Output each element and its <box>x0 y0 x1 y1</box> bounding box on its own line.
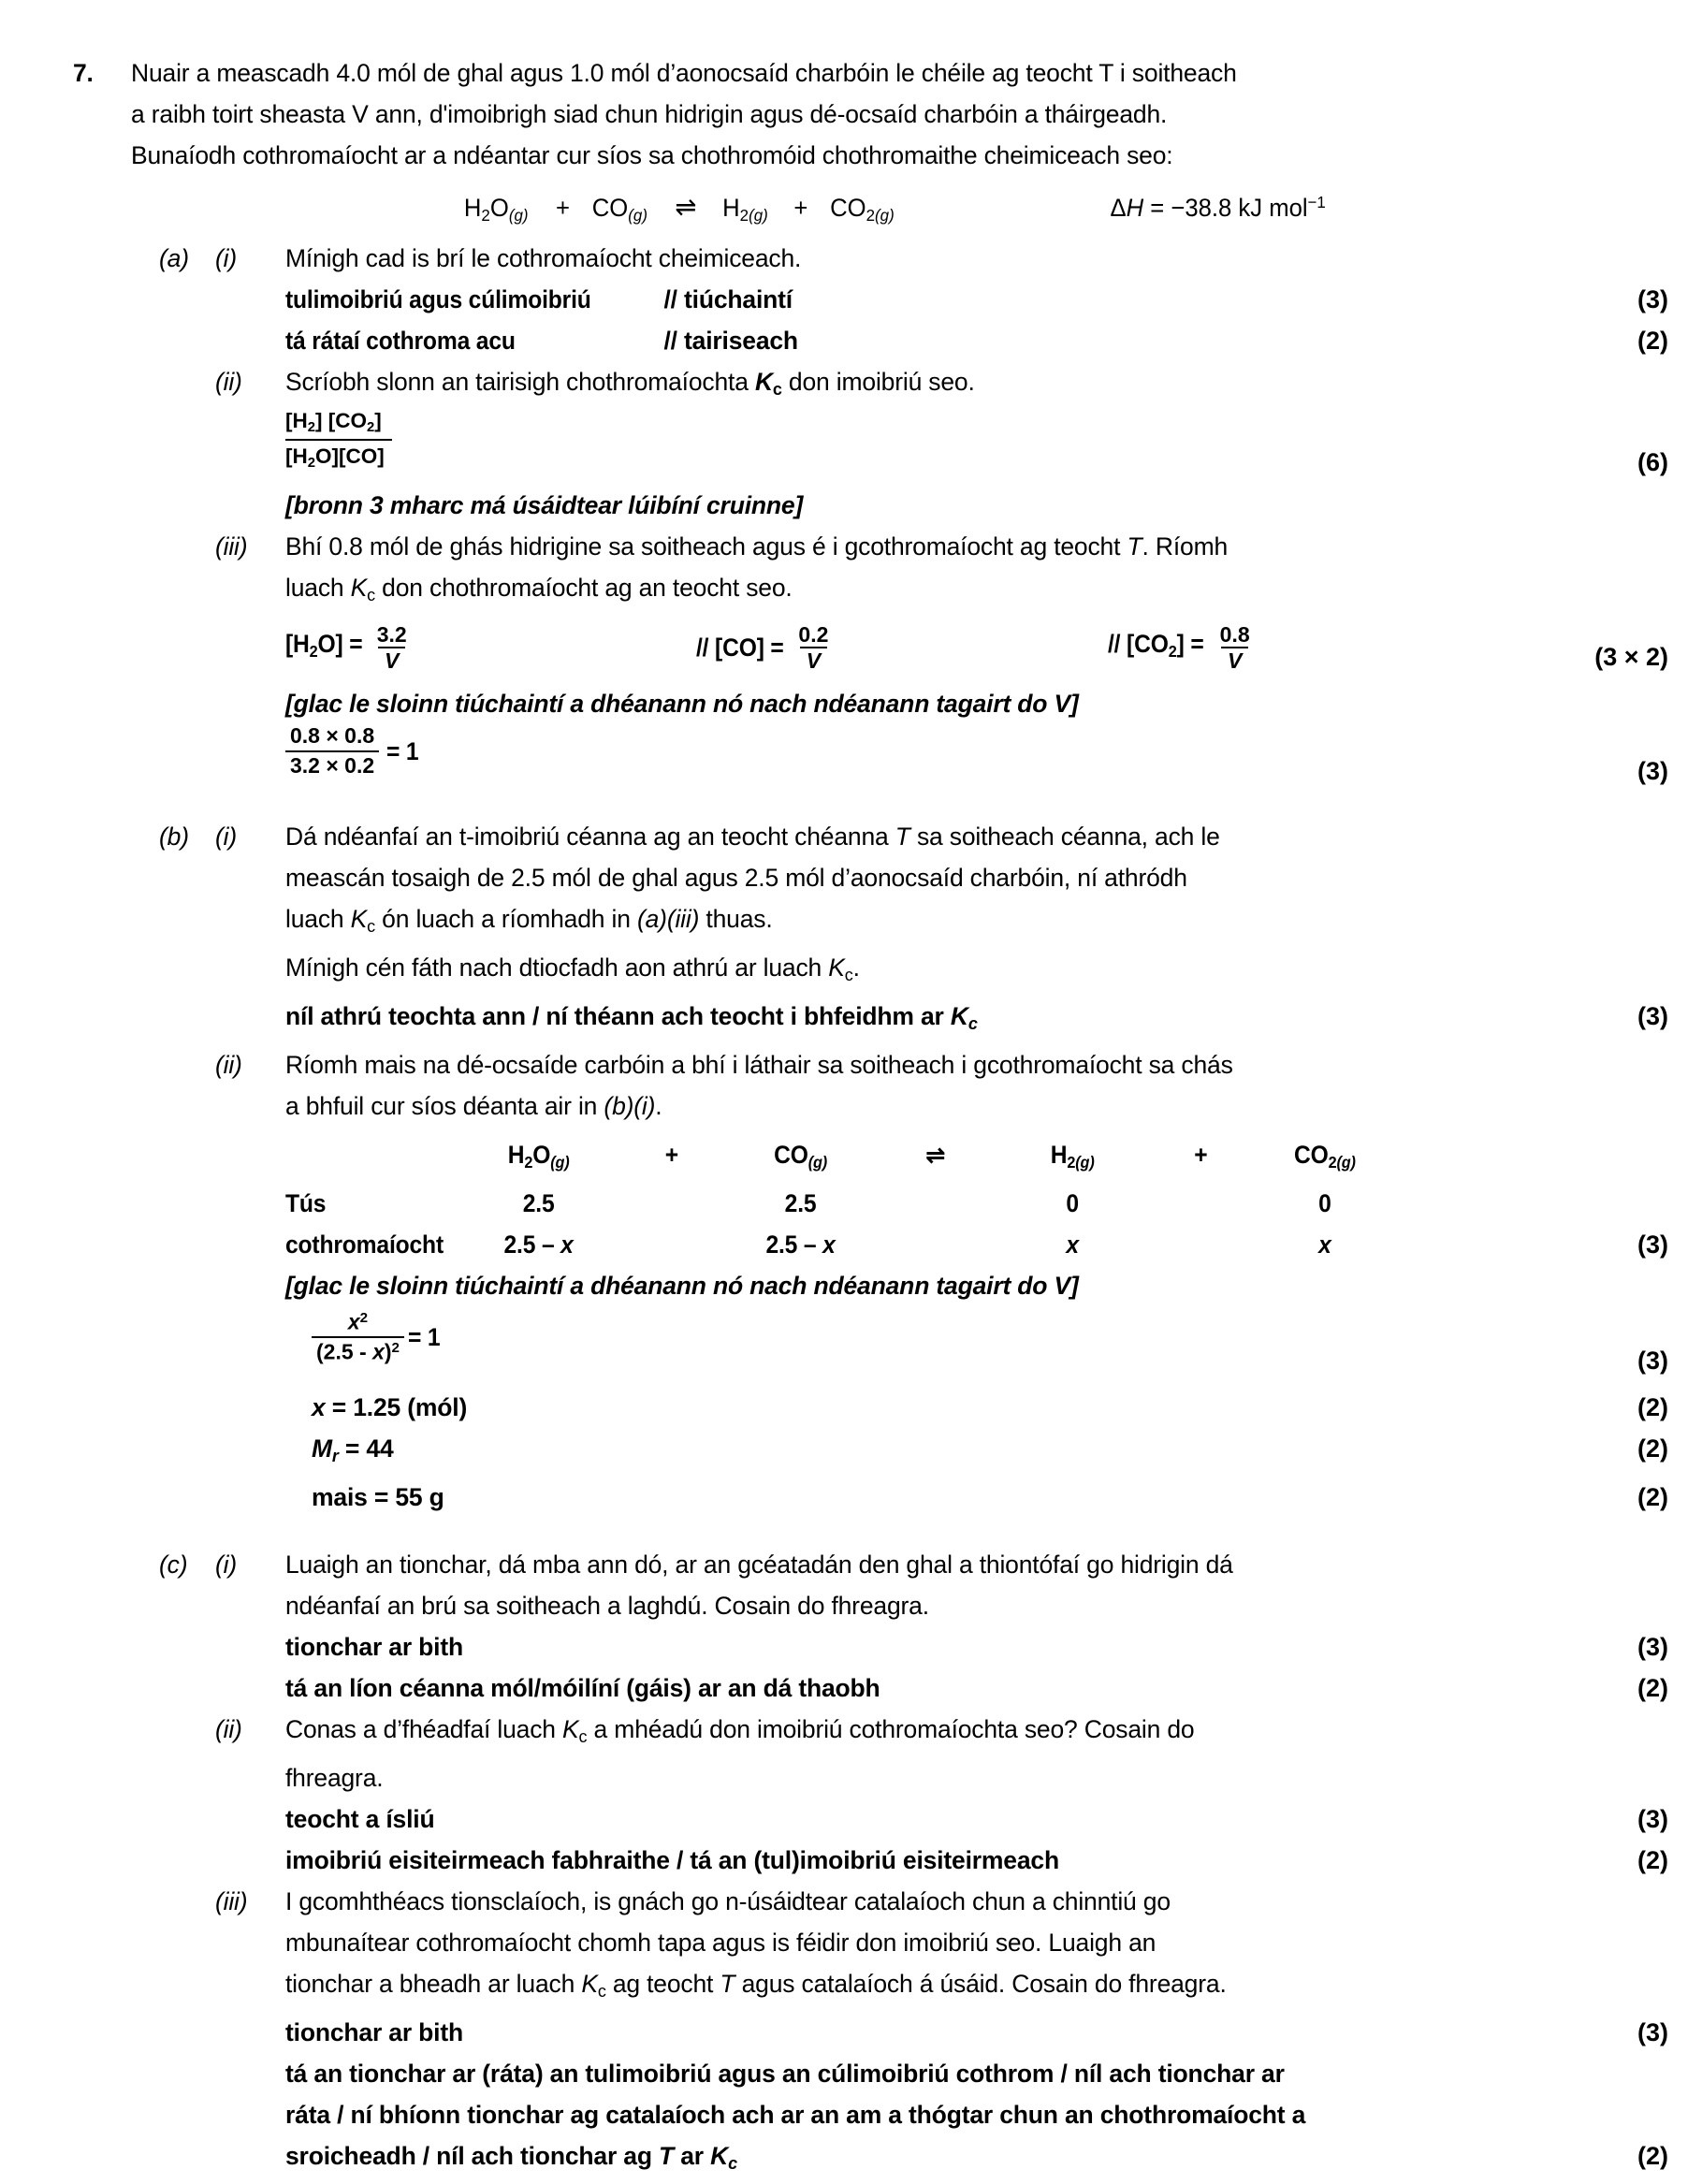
part-c-iii-label-text: (iii) <box>215 1887 248 1915</box>
part-b-ii-result-mr-row <box>0 1428 1702 1477</box>
part-c-i-answer2-text: tá an líon céanna mól/móilíní (gáis) ar an dá thaobh <box>285 1673 880 1702</box>
c-ii-l1-post: a mhéadú don imoibriú cothromaíochta seo? Cosain do <box>587 1714 1195 1743</box>
kc-subscript-8: c <box>728 2154 737 2174</box>
part-c-ii-answer2-marks: (2) <box>1637 1846 1668 1874</box>
kc-subscript-2: c <box>367 585 375 604</box>
product-co2: $CO_2(g)$ <box>830 193 895 225</box>
kc-symbol-8: K <box>710 2142 729 2171</box>
conc-h2o-fraction <box>371 623 414 673</box>
part-a-ii-marks-cell <box>1547 408 1702 483</box>
equilibrium-arrow-icon: ⇌ <box>675 192 697 223</box>
part-c-iii-answer2-line1 <box>285 2053 1547 2094</box>
conc-co-den: V <box>800 647 827 672</box>
part-a-iii-row <box>0 526 1702 567</box>
part-c-i-line2-text: ndéanfaí an brú sa soitheach a laghdú. Cosain do fhreagra. <box>285 1591 929 1620</box>
c-iii-a2l3-pre: sroicheadh / níl ach tionchar ag <box>285 2142 660 2171</box>
c-iii-a2l3-mid: ar <box>674 2142 711 2171</box>
part-c-label <box>0 1544 215 1585</box>
stem-text-1: Nuair a meascadh 4.0 mól de ghal agus 1.0 mól d’aonocsaíd charbóin le chéile ag teocht T i soitheach <box>131 59 1237 87</box>
conc-co-fraction <box>792 623 835 673</box>
question-stem-row-3 <box>0 135 1702 176</box>
part-c-ii-answer1 <box>285 1798 1547 1840</box>
part-b-label <box>0 816 215 857</box>
part-b-ii-label-text: (ii) <box>215 1051 242 1080</box>
ice-row-start <box>285 1183 1547 1224</box>
kc-fraction-denominator: $[H_2O][CO]$ <box>285 439 392 473</box>
b-ii-l2-pre: a bhfuil cur síos déanta air in <box>285 1092 604 1121</box>
part-c-iii-line2-row <box>0 1922 1702 1963</box>
part-b-ii-calc-marks-cell <box>1547 1310 1702 1381</box>
part-c-ii-answer2 <box>285 1840 1547 1881</box>
conc-co2-fraction <box>1214 623 1257 673</box>
part-c-ii-label-text: (ii) <box>215 1714 242 1743</box>
conc-h2o-num: 3.2 <box>376 621 407 647</box>
a-iii-pre: Bhí 0.8 mól de ghás hidrigine sa soitheach agus é i gcothromaíocht ag teocht <box>285 531 1127 561</box>
kc-symbol-5: K <box>950 1002 968 1031</box>
result-mr-marks-cell <box>1547 1428 1702 1469</box>
part-b-i-line3 <box>285 898 1547 947</box>
part-b-ii-line1 <box>285 1044 1547 1085</box>
result-mass-text: mais = 55 g <box>312 1482 444 1511</box>
part-c-iii-answer2-line3-row <box>0 2135 1702 2184</box>
b-i-l4-pre: Mínigh cén fáth nach dtiocfadh aon athrú ar luach <box>285 953 829 982</box>
part-c-iii-line3 <box>285 1963 1547 2012</box>
equation-plus-2: + <box>793 193 808 222</box>
part-c-ii-answer2-marks-cell <box>1547 1840 1702 1881</box>
part-a-i-answer2-marks-cell <box>1547 320 1702 361</box>
part-a-label <box>0 238 215 279</box>
part-a-iii-concentrations <box>285 623 1547 673</box>
part-a-ii-note <box>285 485 1547 526</box>
temperature-symbol-2: T <box>895 822 910 851</box>
kc-calc-num: 0.8 × 0.8 <box>290 722 375 748</box>
ice-eq-h2: x <box>1066 1230 1079 1259</box>
part-c-iii-answer1-row <box>0 2012 1702 2053</box>
part-b-ii-note-text: [glac le sloinn tiúchaintí a dhéanann nó nach ndéanann tagairt do V] <box>285 1271 1079 1300</box>
part-c-i-answer2-row <box>0 1667 1702 1709</box>
part-b-i-line2 <box>285 857 1547 898</box>
part-a-i-answer1-left: tulimoibriú agus cúlimoibriú <box>285 284 591 313</box>
result-x-marks: (2) <box>1637 1392 1668 1421</box>
x-calc-num: $x^2$ <box>347 1309 369 1334</box>
part-a-ii-prompt-pre: Scríobh slonn an tairisigh chothromaíochta <box>285 367 755 396</box>
conc-h2o-label: $[H_2O]$ = <box>285 630 363 662</box>
conc-co2-label: // $[CO_2]$ = <box>1108 630 1204 662</box>
part-c-iii-answer1-marks-cell <box>1547 2012 1702 2053</box>
ice-tus-h2: 0 <box>1066 1188 1079 1217</box>
ice-row-label-cothromaiocht: cothromaíocht <box>285 1230 444 1259</box>
part-a-iii-conc-marks-cell <box>1547 623 1702 677</box>
part-b-i-answer-marks: (3) <box>1637 1002 1668 1031</box>
a-iii-post: . Ríomh <box>1142 531 1229 561</box>
part-c-ii-answer2-row <box>0 1840 1702 1881</box>
part-c-ii-row <box>0 1709 1702 1757</box>
part-a-ii-row <box>0 361 1702 410</box>
part-a-ii-prompt <box>285 361 1547 410</box>
part-c-iii-answer2-marks: (2) <box>1637 2142 1668 2171</box>
b-ii-l2-post: . <box>655 1092 662 1121</box>
part-a-iii-calculation <box>285 724 1547 779</box>
ice-header-co2: $CO_2(g)$ <box>1293 1141 1356 1172</box>
question-number-label: 7. <box>73 59 94 87</box>
ice-table <box>285 1134 1547 1183</box>
part-b-i-line3-text <box>285 904 773 936</box>
part-c-ii-answer1-text: teocht a ísliú <box>285 1805 435 1833</box>
conc-h2o-den: V <box>378 647 405 672</box>
part-a-iii-label <box>215 526 285 567</box>
question-number <box>0 52 131 94</box>
part-b-i-label-text: (i) <box>215 822 237 851</box>
c-iii-l3-mid: ag teocht <box>605 1970 720 1998</box>
conc-co2-num: 0.8 <box>1219 621 1250 647</box>
part-a-iii-prompt-line2-row <box>0 567 1702 616</box>
part-c-i-label-text: (i) <box>215 1550 237 1579</box>
part-a-i-answer2 <box>285 320 1547 361</box>
result-mass-marks: (2) <box>1637 1482 1668 1511</box>
balanced-equation <box>0 187 895 236</box>
part-b-ii-calc-row <box>0 1310 1702 1381</box>
part-a-i-answer2-left: tá rátaí cothroma acu <box>285 326 516 355</box>
part-c-i-line2-row <box>0 1585 1702 1626</box>
part-c-i-line1 <box>285 1544 1547 1585</box>
ice-table-header-row <box>0 1134 1702 1183</box>
part-c-i-line2 <box>285 1585 1547 1626</box>
cross-reference-b-i: (b)(i) <box>604 1092 656 1121</box>
part-c-iii-line2-text: mbunaítear cothromaíocht chomh tapa agus is féidir don imoibriú seo. Luaigh an <box>285 1929 1156 1957</box>
part-c-iii-answer2-line3 <box>285 2135 1547 2184</box>
part-a-label-text: (a) <box>159 243 189 272</box>
conc-co-num: 0.2 <box>798 621 829 647</box>
question-stem-line-2 <box>131 94 1702 135</box>
product-h2: $H_2(g)$ <box>722 193 768 225</box>
a-iii-l2-pre: luach <box>285 573 351 602</box>
ice-header-plus-2: + <box>1194 1141 1208 1170</box>
part-b-ii-calc-marks: (3) <box>1637 1346 1668 1375</box>
part-c-ii-answer1-marks-cell <box>1547 1798 1702 1840</box>
result-x-text: x = 1.25 (mól) <box>312 1392 468 1421</box>
ice-header-h2o: $H_2O(g)$ <box>507 1141 570 1172</box>
part-a-ii-prompt-post: don imoibriú seo. <box>781 367 975 396</box>
part-b-ii-line2 <box>285 1085 1547 1127</box>
part-c-i-answer1 <box>285 1626 1547 1667</box>
part-c-iii-line1 <box>285 1881 1547 1922</box>
kc-subscript-3: c <box>367 916 375 936</box>
temperature-symbol-1: T <box>1127 531 1142 561</box>
part-c-i-answer2-marks: (2) <box>1637 1673 1668 1702</box>
ice-eq-co2: x <box>1318 1230 1331 1259</box>
result-mass-marks-cell <box>1547 1477 1702 1518</box>
part-a-ii-note-row <box>0 485 1702 526</box>
part-c-i-answer1-marks-cell <box>1547 1626 1702 1667</box>
part-c-iii-line3-text <box>285 1970 1227 2002</box>
part-a-ii-prompt-text <box>285 367 975 399</box>
kc-calculation <box>285 724 1547 779</box>
conc-co-label: // [CO] = <box>695 633 784 662</box>
part-a-i-row <box>0 238 1702 279</box>
part-b-i-line1 <box>285 816 1547 857</box>
b-i-ans-pre: níl athrú teochta ann / ní théann ach teocht i bhfeidhm ar <box>285 1002 951 1031</box>
part-b-i-answer <box>285 996 1547 1044</box>
part-a-iii-prompt-1 <box>285 532 1228 561</box>
ice-tus-co2: 0 <box>1318 1188 1331 1217</box>
part-b-ii-line2-text <box>285 1092 662 1120</box>
part-c-ii-label <box>215 1709 285 1750</box>
part-b-ii-result-x <box>285 1387 1547 1428</box>
part-c-iii-answer1-text: tionchar ar bith <box>285 2018 463 2047</box>
b-i-l4-post: . <box>852 953 860 982</box>
part-a-iii-label-text: (iii) <box>215 531 248 561</box>
part-b-i-answer-row <box>0 996 1702 1044</box>
part-c-ii-answer1-row <box>0 1798 1702 1840</box>
part-a-ii-kc-expression <box>285 408 1547 472</box>
result-x-marks-cell <box>1547 1387 1702 1428</box>
part-b-i-line2-text: meascán tosaigh de 2.5 mól de ghal agus 2.5 mól d’aonocsaíd charbóin, ní athródh <box>285 863 1187 892</box>
kc-fraction-numerator: $[H_2]$ $[CO_2]$ <box>285 408 382 436</box>
ice-eq-co: 2.5 – x <box>765 1230 836 1259</box>
part-c-label-text: (c) <box>159 1550 188 1579</box>
x-calc-fraction <box>312 1310 404 1365</box>
part-a-i-answer1-marks-cell <box>1547 279 1702 320</box>
part-b-i-line4-row <box>0 947 1702 996</box>
part-a-i-answer1-row <box>0 279 1702 320</box>
part-b-i-row <box>0 816 1702 857</box>
part-b-ii-result-mass <box>285 1477 1547 1518</box>
ice-header-co: CO(g) <box>774 1141 828 1172</box>
part-c-i-label <box>215 1544 285 1585</box>
part-b-i-line1-text <box>285 823 1220 851</box>
part-b-ii-row <box>0 1044 1702 1085</box>
part-a-i-answer2-marks: (2) <box>1637 326 1668 355</box>
temperature-symbol-3: T <box>720 1970 735 1998</box>
part-a-iii-concentrations-row <box>0 623 1702 677</box>
part-a-i-answer2-right: // tairiseach <box>663 326 798 355</box>
part-a-i-answer1 <box>285 279 1547 320</box>
question-stem-line-3 <box>131 135 1702 176</box>
part-a-i-answer1-right: // tiúchaintí <box>663 284 793 313</box>
ice-header-plus-1: + <box>664 1141 679 1170</box>
part-a-i-answer1-marks: (3) <box>1637 284 1668 313</box>
part-b-i-label <box>215 816 285 857</box>
part-c-i-row <box>0 1544 1702 1585</box>
ice-eq-marks: (3) <box>1637 1230 1668 1259</box>
part-c-ii-answer2-text: imoibriú eisiteirmeach fabhraithe / tá an (tul)imoibriú eisiteirmeach <box>285 1846 1059 1874</box>
part-a-ii-label <box>215 361 285 402</box>
part-a-i-prompt <box>285 238 1547 279</box>
part-b-label-text: (b) <box>159 822 189 851</box>
ice-header-h2: $H_2(g)$ <box>1050 1141 1095 1172</box>
c-iii-l3-post: agus catalaíoch á úsáid. Cosain do fhreagra. <box>735 1970 1227 1998</box>
part-a-iii-note-text: [glac le sloinn tiúchaintí a dhéanann nó nach ndéanann tagairt do V] <box>285 689 1079 718</box>
stem-text-2: a raibh toirt sheasta V ann, d'imoibrigh siad chun hidrigin agus dé-ocsaíd charbóin a tháirgeadh. <box>131 100 1168 128</box>
ice-row-equilibrium <box>285 1224 1547 1265</box>
part-a-ii-expression-row <box>0 408 1702 483</box>
kc-subscript: c <box>772 379 782 399</box>
part-c-ii-answer1-marks: (3) <box>1637 1805 1668 1833</box>
part-c-iii-label <box>215 1881 285 1922</box>
part-c-ii-line1 <box>285 1709 1547 1757</box>
part-a-ii-label-text: (ii) <box>215 367 242 396</box>
question-stem-row-2 <box>0 94 1702 135</box>
part-a-i-prompt-text: Mínigh cad is brí le cothromaíocht cheimiceach. <box>285 243 802 272</box>
kc-symbol-2: K <box>350 573 368 602</box>
c-ii-l1-pre: Conas a d’fhéadfaí luach <box>285 1714 563 1743</box>
kc-subscript-5: c <box>967 1014 978 1034</box>
ice-tus-co: 2.5 <box>784 1188 817 1217</box>
part-b-i-answer-marks-cell <box>1547 996 1702 1037</box>
part-c-iii-answer2-line3-text <box>285 2142 737 2174</box>
result-mr-text: Mr = 44 <box>312 1434 394 1465</box>
part-c-iii-line3-row <box>0 1963 1702 2012</box>
b-i-l1-post: sa soitheach céanna, ach le <box>909 822 1220 851</box>
part-b-ii-result-mass-row <box>0 1477 1702 1518</box>
part-b-i-answer-text <box>285 1002 978 1034</box>
part-c-i-line1-text: Luaigh an tionchar, dá mba ann dó, ar an gcéatadán den ghal a thiontófaí go hidrigin dá <box>285 1550 1233 1579</box>
enthalpy-change: ΔH = −38.8 kJ mol$^{-1}$ <box>1110 193 1326 222</box>
exam-marking-scheme-page <box>0 52 1702 2174</box>
part-a-iii-calc-marks-cell <box>1547 724 1702 792</box>
part-a-iii-prompt-line2 <box>285 567 1547 616</box>
part-a-i-answer2-row <box>0 320 1702 361</box>
part-c-iii-answer2-line1-text: tá an tionchar ar (ráta) an tulimoibriú agus an cúlimoibriú cothrom / níl ach tionchar ar <box>285 2060 1285 2089</box>
part-b-ii-label <box>215 1044 285 1085</box>
question-stem-line-1 <box>131 52 1702 94</box>
b-i-l3-pre: luach <box>285 904 351 933</box>
kc-symbol-7: K <box>581 1970 598 1998</box>
cross-reference-a-iii: (a)(iii) <box>636 904 700 933</box>
kc-symbol: K <box>754 367 773 396</box>
reactant-h2o: $H_2O(g)$ <box>463 193 529 225</box>
part-b-i-line3-row <box>0 898 1702 947</box>
ice-tus-h2o: 2.5 <box>522 1188 555 1217</box>
part-b-ii-line2-row <box>0 1085 1702 1127</box>
kc-fraction <box>285 408 392 472</box>
part-c-iii-line1-text: I gcomhthéacs tionsclaíoch, is gnách go n-úsáidtear catalaíoch chun a chinntiú go <box>285 1887 1171 1915</box>
kc-subscript-4: c <box>844 966 853 985</box>
part-b-ii-line1-text: Ríomh mais na dé-ocsaíde carbóin a bhí i láthair sa soitheach i gcothromaíocht sa chás <box>285 1051 1233 1080</box>
part-a-iii-conc-marks: (3 × 2) <box>1594 642 1668 671</box>
part-c-iii-row <box>0 1881 1702 1922</box>
x-calc-result: = 1 <box>408 1323 441 1352</box>
part-a-ii-note-text: [bronn 3 mharc má úsáidtear lúibíní cruinne] <box>285 490 804 519</box>
kc-subscript-6: c <box>578 1727 588 1746</box>
part-b-i-line4-text <box>285 953 860 985</box>
part-c-iii-line2 <box>285 1922 1547 1963</box>
part-b-ii-note-row <box>0 1265 1702 1306</box>
reactant-co: CO(g) <box>591 193 647 225</box>
ice-table-row-tus <box>0 1183 1702 1224</box>
equation-plus-1: + <box>556 193 570 222</box>
part-a-iii-prompt-line1 <box>285 526 1547 567</box>
part-a-iii-calc-marks: (3) <box>1637 756 1668 785</box>
part-c-ii-line2 <box>285 1757 1547 1798</box>
part-a-iii-note <box>285 683 1547 724</box>
part-a-i-label <box>215 238 285 279</box>
ice-row-label-tus: Tús <box>285 1188 327 1217</box>
part-c-ii-line2-text: fhreagra. <box>285 1764 384 1792</box>
kc-calc-result: = 1 <box>386 736 419 765</box>
kc-symbol-3: K <box>350 904 368 933</box>
part-c-iii-answer1-marks: (3) <box>1637 2018 1668 2047</box>
b-i-l3-post: thuas. <box>699 904 773 933</box>
part-c-ii-line2-row <box>0 1757 1702 1798</box>
a-iii-l2-post: don chothromaíocht ag an teocht seo. <box>374 573 793 602</box>
ice-eq-marks-cell <box>1547 1224 1702 1265</box>
part-c-i-answer1-row <box>0 1626 1702 1667</box>
kc-subscript-7: c <box>597 1982 606 2002</box>
part-c-iii-answer2-line2 <box>285 2094 1547 2135</box>
b-i-l1-pre: Dá ndéanfaí an t-imoibriú céanna ag an teocht chéanna <box>285 822 895 851</box>
part-c-iii-answer2-marks-cell <box>1547 2135 1702 2177</box>
temperature-symbol-4: T <box>659 2142 675 2171</box>
part-b-i-line4 <box>285 947 1547 996</box>
part-b-ii-result-x-row <box>0 1387 1702 1428</box>
table-row-header <box>285 1134 1459 1183</box>
part-a-ii-marks: (6) <box>1637 447 1668 476</box>
part-c-i-answer2-marks-cell <box>1547 1667 1702 1709</box>
part-b-i-line2-row <box>0 857 1702 898</box>
table-row <box>285 1183 1459 1224</box>
part-b-ii-calculation <box>285 1310 1547 1365</box>
part-c-iii-answer2-line2-row <box>0 2094 1702 2135</box>
c-iii-l3-pre: tionchar a bheadh ar luach <box>285 1970 582 1998</box>
part-c-iii-answer1 <box>285 2012 1547 2053</box>
part-a-iii-prompt-2 <box>285 574 793 602</box>
ice-eq-h2o: 2.5 – x <box>503 1230 574 1259</box>
kc-calc-den: 3.2 × 0.2 <box>285 750 379 779</box>
kc-symbol-6: K <box>562 1714 579 1743</box>
ice-equilibrium-arrow-icon: ⇌ <box>925 1141 945 1170</box>
part-b-ii-result-mr <box>285 1428 1547 1477</box>
part-c-i-answer1-marks: (3) <box>1637 1632 1668 1661</box>
result-mr-marks: (2) <box>1637 1434 1668 1463</box>
part-c-iii-answer2-line2-text: ráta / ní bhíonn tionchar ag catalaíoch ach ar an am a thógtar chun an chothromaíocht a <box>285 2101 1306 2130</box>
concentration-expressions <box>285 623 1547 673</box>
table-row <box>285 1224 1459 1265</box>
part-b-ii-note <box>285 1265 1547 1306</box>
b-i-l3-mid: ón luach a ríomhadh in <box>374 904 637 933</box>
part-a-iii-note-row <box>0 683 1702 724</box>
part-c-ii-line1-text <box>285 1714 1195 1746</box>
question-stem-row-1 <box>0 52 1702 94</box>
part-a-i-label-text: (i) <box>215 243 237 272</box>
x-calc-den: (2.5 - x)$^2$ <box>312 1336 404 1364</box>
kc-calc-fraction <box>285 724 379 779</box>
stem-text-3: Bunaíodh cothromaíocht ar a ndéantar cur síos sa chothromóid chothromaithe cheimiceach seo: <box>131 141 1173 169</box>
part-c-i-answer1-text: tionchar ar bith <box>285 1632 463 1661</box>
ice-table-row-equilibrium <box>0 1224 1702 1265</box>
conc-co2-den: V <box>1221 647 1248 672</box>
balanced-equation-row <box>0 182 1702 236</box>
part-c-i-answer2 <box>285 1667 1547 1709</box>
x-squared-equation <box>312 1310 1547 1365</box>
part-a-iii-calc-row <box>0 724 1702 792</box>
part-c-iii-answer2-line1-row <box>0 2053 1702 2094</box>
kc-symbol-4: K <box>828 953 845 982</box>
